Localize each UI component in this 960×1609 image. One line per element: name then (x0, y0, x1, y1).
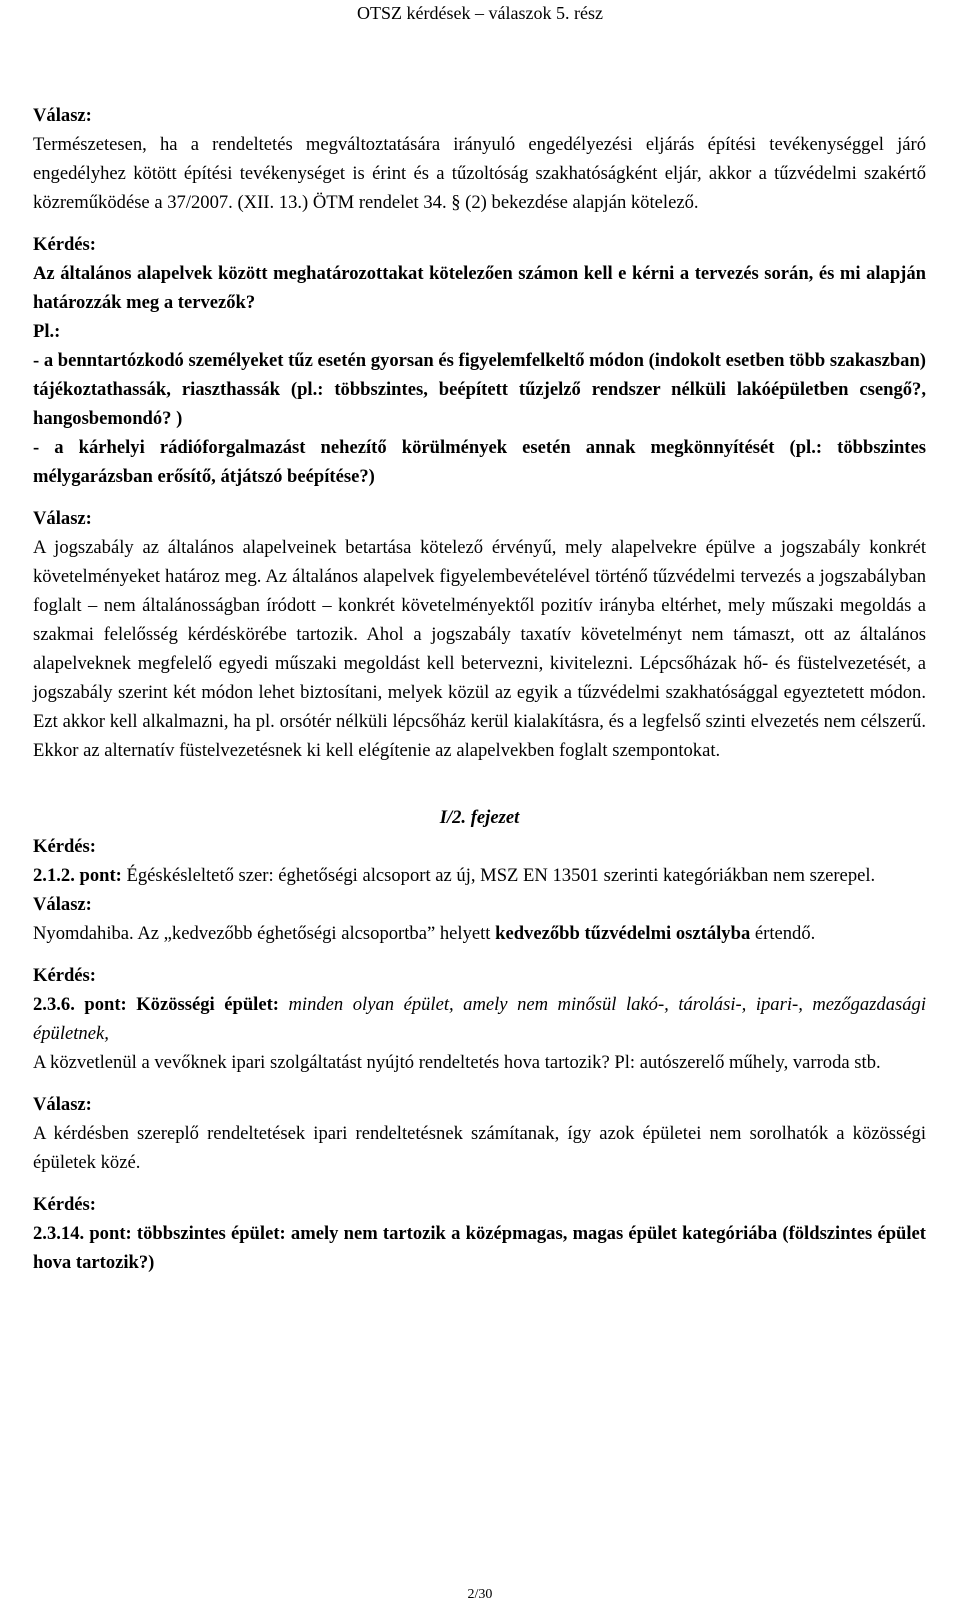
question-label: Kérdés: (33, 836, 96, 857)
page-number: 2/30 (467, 1587, 493, 1602)
question-label: Kérdés: (33, 1194, 96, 1215)
answer-part: értendő. (750, 923, 816, 944)
example-label: Pl.: (33, 321, 61, 342)
question-text (33, 990, 926, 1048)
spacer (33, 948, 926, 961)
answer-emphasis: kedvezőbb tűzvédelmi osztályba (495, 923, 751, 944)
spacer (33, 1077, 926, 1090)
spacer (33, 765, 926, 803)
spacer (33, 491, 926, 504)
question-body: Égéskésleltető szer: éghetőségi alcsoport az új, MSZ EN 13501 szerinti kategóriákban nem szerepel. (121, 865, 876, 886)
example-item: - a benntartózkodó személyeket tűz esetén gyorsan és figyelemfelkeltő módon (indokolt esetben több szakaszban) tájékoztathassák, riaszthassák (pl.: többszintes, beépített tűzjelző rendszer nélküli lakóépületben csengő?, hangosbemondó? ) (33, 350, 926, 429)
page-header: OTSZ kérdések – válaszok 5. rész (357, 3, 603, 23)
answer-text: A jogszabály az általános alapelveinek betartása kötelező érvényű, mely alapelvekre épülve a jogszabály konkrét követelményeket határoz meg. Az általános alapelvek figyelembevételével történő tűzvédelmi tervezés a jogszabályban foglalt – nem általánosságban íródott – konkrét követelményektől pozitív irányba eltérhet, mely műszaki megoldás a szakmai felelősség kérdéskörébe tartozik. Ahol a jogszabály taxatív követelményt nem támaszt, ott az általános alapelveknek megfelelő egyedi műszaki megoldást kell betervezni, kivitelezni. Lépcsőházak hő- és füstelvezetését, a jogszabály szerint két módon lehet biztosítani, melyek közül az egyik a tűzvédelmi szakhatósággal egyeztetett módon. Ezt akkor kell alkalmazni, ha pl. orsótér nélküli lépcsőház kerül kialakításra, és a legfelső szinti elvezetés nem célszerű. Ekkor az alternatív füstelvezetésnek ki kell elégítenie az alapelvekben foglalt szempontokat. (33, 537, 926, 761)
definition-text: minden olyan épület, amely nem minősül lakó-, tárolási-, ipari-, mezőgazdasági épületnek, (33, 994, 926, 1044)
question-body: A közvetlenül a vevőknek ipari szolgáltatást nyújtó rendeltetés hova tartozik? Pl: autószerelő műhely, varroda stb. (33, 1052, 881, 1073)
answer-text (33, 919, 926, 948)
answer-label: Válasz: (33, 1094, 92, 1115)
question-label: Kérdés: (33, 965, 96, 986)
answer-text: Természetesen, ha a rendeltetés megváltoztatására irányuló engedélyezési eljárás építési tevékenységgel járó engedélyhez kötött építési tevékenységet is érint és a tűzoltóság szakhatóságként eljár, akkor a tűzvédelmi szakértő közreműködése a 37/2007. (XII. 13.) ÖTM rendelet 34. § (2) bekezdése alapján kötelező. (33, 134, 926, 213)
question-text: Az általános alapelvek között meghatározottakat kötelezően számon kell e kérni a tervezés során, és mi alapján határozzák meg a tervezők? (33, 263, 926, 313)
point-ref: 2.3.6. pont: Közösségi épület: (33, 994, 279, 1015)
answer-label: Válasz: (33, 508, 92, 529)
question-label: Kérdés: (33, 234, 96, 255)
point-ref: 2.1.2. pont: (33, 865, 122, 886)
page-content (33, 101, 926, 1277)
answer-part: Nyomdahiba. Az „kedvezőbb éghetőségi alcsoportba” helyett (33, 923, 496, 944)
question-text: 2.3.14. pont: többszintes épület: amely nem tartozik a középmagas, magas épület kategóriába (földszintes épület hova tartozik?) (33, 1223, 926, 1273)
spacer (33, 1177, 926, 1190)
spacer (33, 217, 926, 230)
answer-label: Válasz: (33, 105, 92, 126)
example-item: - a kárhelyi rádióforgalmazást nehezítő körülmények esetén annak megkönnyítését (pl.: többszintes mélygarázsban erősítő, átjátszó beépítése?) (33, 437, 926, 487)
chapter-title: I/2. fejezet (439, 807, 520, 828)
answer-text: A kérdésben szereplő rendeltetések ipari rendeltetésnek számítanak, így azok épületei nem sorolhatók a közösségi épületek közé. (33, 1123, 926, 1173)
answer-label: Válasz: (33, 894, 92, 915)
question-text (33, 861, 926, 890)
